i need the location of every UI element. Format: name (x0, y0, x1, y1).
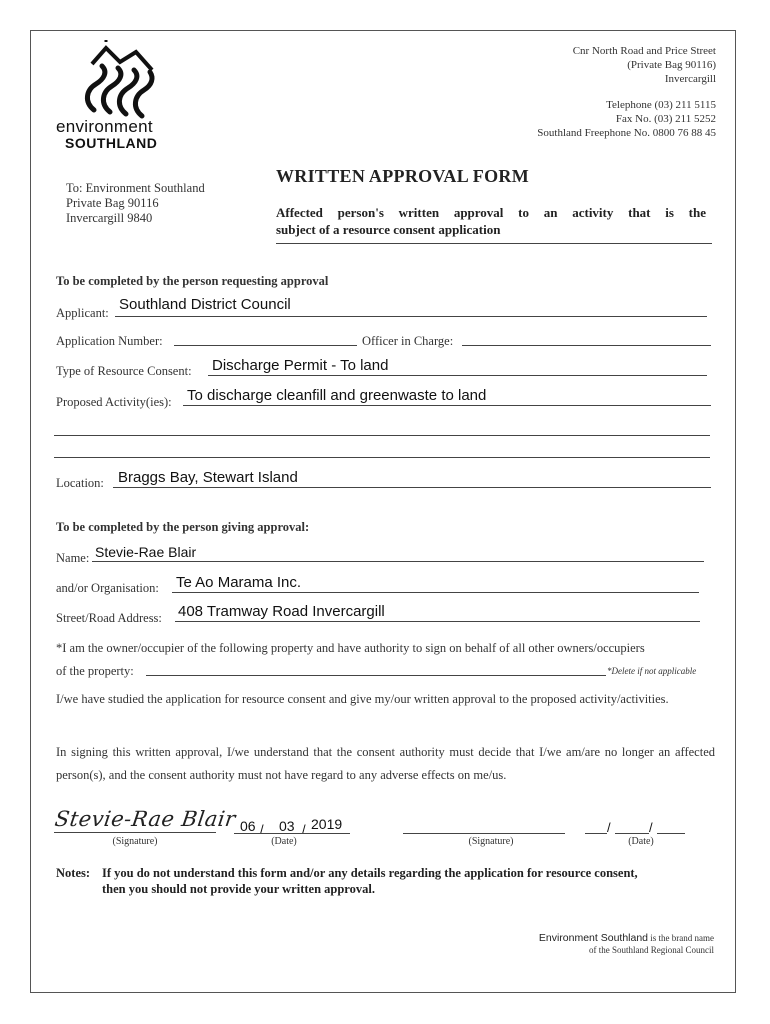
statement-studied-block (56, 688, 715, 711)
telephone: Telephone (03) 211 5115 (606, 99, 716, 111)
title-underline (276, 243, 712, 244)
consent-type-label: Type of Resource Consent: (56, 364, 192, 378)
location-value[interactable]: Braggs Bay, Stewart Island (118, 469, 298, 486)
recipient-line: To: Environment Southland (66, 181, 205, 195)
owner-statement: *I am the owner/occupier of the following property and have authority to sign on behalf of all other owners/occupiers (56, 641, 645, 655)
subtitle-line-2: subject of a resource consent application (276, 222, 501, 237)
date-year[interactable]: 2019 (311, 816, 343, 832)
applicant-line[interactable] (115, 316, 707, 317)
notes-text-1: If you do not understand this form and/or any details regarding the application for resource consent, (102, 866, 638, 880)
street-address-value[interactable]: 408 Tramway Road Invercargill (178, 603, 385, 620)
date-2-sep-2: / (649, 820, 653, 835)
footer-suffix: is the brand name (650, 933, 714, 943)
application-number-line[interactable] (174, 345, 357, 346)
requester-heading: To be completed by the person requesting approval (56, 274, 329, 288)
footer-line-1 (539, 932, 714, 944)
address-line: (Private Bag 90116) (627, 59, 716, 71)
name-value[interactable]: Stevie-Rae Blair (95, 544, 197, 560)
form-subtitle (276, 204, 706, 238)
footer-brand: Environment Southland (538, 932, 649, 944)
form-title: WRITTEN APPROVAL FORM (276, 166, 529, 186)
activity-line-3[interactable] (54, 457, 710, 458)
address-line: Invercargill (664, 73, 716, 85)
environment-southland-logo (58, 40, 188, 152)
date-2-year-line[interactable] (657, 833, 685, 834)
applicant-label: Applicant: (56, 306, 109, 320)
logo-line-southland: SOUTHLAND (65, 135, 158, 151)
activity-value[interactable]: To discharge cleanfill and greenwaste to land (187, 387, 487, 404)
date-1-caption: (Date) (271, 836, 297, 847)
date-2-caption: (Date) (628, 836, 654, 847)
officer-label: Officer in Charge: (362, 334, 454, 348)
recipient-line: Private Bag 90116 (66, 196, 159, 210)
date-sep-2: / (302, 822, 306, 837)
date-sep-1: / (260, 822, 264, 837)
officer-line[interactable] (462, 345, 711, 346)
date-2-day-line[interactable] (585, 833, 607, 834)
freephone: Southland Freephone No. 0800 76 88 45 (537, 127, 716, 139)
delete-note: *Delete if not applicable (607, 666, 697, 676)
location-label: Location: (56, 476, 104, 490)
activity-line[interactable] (183, 405, 711, 406)
location-line[interactable] (113, 487, 711, 488)
signature-2-line[interactable] (403, 833, 565, 834)
signature-1-line[interactable] (54, 832, 216, 833)
logo-swirl-icon (58, 40, 188, 120)
signature-1-caption: (Signature) (112, 836, 158, 847)
street-address-label: Street/Road Address: (56, 611, 162, 625)
applicant-value[interactable]: Southland District Council (119, 296, 291, 313)
street-address-line[interactable] (175, 621, 700, 622)
date-1-line[interactable] (234, 833, 350, 834)
date-month[interactable]: 03 (279, 818, 295, 834)
property-line[interactable] (146, 675, 606, 676)
property-label: of the property: (56, 664, 134, 678)
date-2-sep-1: / (607, 820, 611, 835)
activity-label: Proposed Activity(ies): (56, 395, 172, 409)
approver-heading: To be completed by the person giving approval: (56, 520, 310, 534)
organisation-line[interactable] (172, 592, 699, 593)
logo-line-environment: environment (56, 117, 153, 136)
statement-signing-block (56, 741, 715, 787)
footer-brand-note (539, 932, 714, 956)
footer-line-2: of the Southland Regional Council (589, 945, 714, 955)
consent-type-value[interactable]: Discharge Permit - To land (212, 357, 389, 374)
notes-label: Notes: (56, 866, 91, 880)
date-day[interactable]: 06 (240, 818, 256, 834)
office-address (537, 44, 716, 140)
organisation-value[interactable]: Te Ao Marama Inc. (176, 574, 302, 591)
name-line[interactable] (92, 561, 704, 562)
signature-1[interactable]: Stevie-Rae Blair (53, 807, 238, 831)
signature-2-caption: (Signature) (468, 836, 514, 847)
organisation-label: and/or Organisation: (56, 581, 159, 595)
consent-type-line[interactable] (208, 375, 707, 376)
application-number-label: Application Number: (56, 334, 163, 348)
statement-studied: I/we have studied the application for resource consent and give my/our written approval to the proposed activity/activities. (56, 692, 669, 706)
recipient-line: Invercargill 9840 (66, 211, 153, 225)
name-label: Name: (56, 551, 90, 565)
notes-text-2: then you should not provide your written approval. (102, 882, 375, 896)
subtitle-line-1: Affected person's written approval to an activity that is the (276, 205, 706, 220)
activity-line-2[interactable] (54, 435, 710, 436)
statement-signing: In signing this written approval, I/we understand that the consent authority must decide that I/we am/are no longer an affected person(s), and the consent authority must not have regard to any adverse effects on me/us. (56, 745, 715, 782)
date-2-month-line[interactable] (615, 833, 649, 834)
recipient-address (66, 181, 205, 226)
address-line: Cnr North Road and Price Street (572, 45, 716, 57)
fax: Fax No. (03) 211 5252 (615, 113, 716, 125)
